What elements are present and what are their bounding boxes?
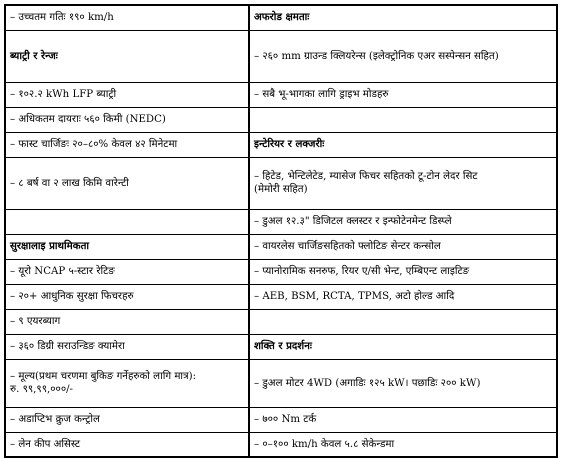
spec-cell-left	[5, 30, 249, 82]
section-heading: शक्ति र प्रदर्शनः	[254, 340, 312, 352]
spec-text: – यूरो NCAP ५-स्टार रेटिङ	[10, 266, 115, 277]
spec-text: – AEB, BSM, RCTA, TPMS, अटो होल्ड आदि	[254, 291, 455, 302]
spec-cell-right	[249, 407, 557, 432]
spec-cell-left	[5, 284, 249, 309]
spec-cell-right	[249, 334, 557, 359]
spec-table	[4, 4, 558, 458]
spec-text	[254, 315, 552, 328]
spec-text: – ०–१०० km/h केवल ५.८ सेकेन्डमा	[254, 438, 395, 450]
spec-row	[5, 234, 557, 259]
spec-cell-right	[249, 259, 557, 284]
spec-text: – हिटेड, भेन्टिलेटेड, म्यासेज फिचर सहितको टू-टोन लेदर सिट	[254, 171, 478, 182]
spec-text: – प्यानोरामिक सनरुफ, रियर ए/सी भेन्ट, एम्बिएन्ट लाइटिङ	[254, 266, 470, 277]
spec-text: – ९ एयरब्याग	[10, 316, 61, 327]
spec-row	[5, 284, 557, 309]
spec-text: – अडाप्टिभ क्रुज कन्ट्रोल	[10, 414, 100, 425]
spec-text	[10, 215, 244, 228]
spec-text: – ८ बर्ष वा २ लाख किमि वारेन्टी	[10, 177, 129, 189]
spec-text: – ७०० Nm टर्क	[254, 414, 317, 425]
spec-cell-left	[5, 309, 249, 334]
spec-cell-right	[249, 157, 557, 209]
spec-cell-left	[5, 5, 249, 30]
section-heading: ब्याट्री र रेन्जः	[10, 49, 58, 62]
spec-row	[5, 259, 557, 284]
spec-row	[5, 107, 557, 132]
spec-cell-right	[249, 107, 557, 132]
spec-text: रु. ९९,९९,०००/-	[10, 384, 74, 395]
spec-text: (मेमोरी सहित)	[254, 184, 308, 195]
spec-cell-left	[5, 407, 249, 432]
spec-cell-right	[249, 82, 557, 107]
spec-row	[5, 309, 557, 334]
spec-text: – २६० mm ग्राउन्ड क्लियरेन्स (इलेक्ट्रोनिक एअर सस्पेन्सन सहित)	[254, 50, 499, 62]
spec-text: – ३६० डिग्री सराउन्डिङ क्यामेरा	[10, 341, 125, 352]
spec-row	[5, 157, 557, 209]
spec-cell-left	[5, 132, 249, 157]
spec-row	[5, 407, 557, 432]
spec-cell-right	[249, 30, 557, 82]
spec-cell-left	[5, 359, 249, 407]
spec-row	[5, 82, 557, 107]
spec-cell-right	[249, 234, 557, 259]
spec-cell-right	[249, 359, 557, 407]
spec-text: – डुअल १२.३" डिजिटल क्लस्टर र इन्फोटेनमेन्ट डिस्प्ले	[254, 216, 452, 227]
section-heading: सुरक्षालाइ प्राथमिकता	[10, 240, 90, 252]
spec-text: – मूल्य(प्रथम चरणमा बुकिङ गर्नेहरुको लागि मात्र):	[10, 371, 197, 382]
spec-row	[5, 209, 557, 234]
spec-row	[5, 5, 557, 30]
section-heading: इन्टेरियर र लक्जरीः	[254, 138, 325, 150]
spec-cell-right	[249, 209, 557, 234]
spec-cell-left	[5, 209, 249, 234]
spec-cell-left	[5, 157, 249, 209]
spec-row	[5, 132, 557, 157]
spec-text: – अधिकतम दायराः ५६० किमी (NEDC)	[10, 114, 166, 125]
spec-text: – डुअल मोटर 4WD (अगाडिः १२५ kW। पछाडिः २०० kW)	[254, 377, 481, 389]
spec-cell-right	[249, 5, 557, 30]
spec-cell-left	[5, 234, 249, 259]
spec-row	[5, 334, 557, 359]
spec-row	[5, 359, 557, 407]
spec-text: – फास्ट चार्जिङः २०–८०% केवल ४२ मिनेटमा	[10, 139, 178, 150]
spec-cell-left	[5, 334, 249, 359]
spec-cell-right	[249, 284, 557, 309]
spec-text: – २०+ आधुनिक सुरक्षा फिचरहरु	[10, 291, 134, 302]
spec-text	[254, 113, 552, 126]
spec-row	[5, 432, 557, 457]
spec-text: – वायरलेस चार्जिङसहितको फ्लोटिङ सेन्टर कन्सोल	[254, 241, 441, 252]
spec-cell-left	[5, 107, 249, 132]
spec-cell-left	[5, 432, 249, 457]
section-heading: अफरोड क्षमताः	[254, 11, 310, 24]
spec-text: – सबै भू-भागका लागि ड्राइभ मोडहरु	[254, 89, 389, 100]
spec-cell-right	[249, 132, 557, 157]
spec-text: – १०२.२ kWh LFP ब्याट्री	[10, 89, 117, 100]
spec-row	[5, 30, 557, 82]
spec-cell-left	[5, 82, 249, 107]
spec-text: – उच्चतम गतिः १९० km/h	[10, 12, 114, 24]
spec-cell-left	[5, 259, 249, 284]
spec-text: – लेन कीप असिस्ट	[10, 438, 81, 450]
spec-cell-right	[249, 309, 557, 334]
spec-cell-right	[249, 432, 557, 457]
